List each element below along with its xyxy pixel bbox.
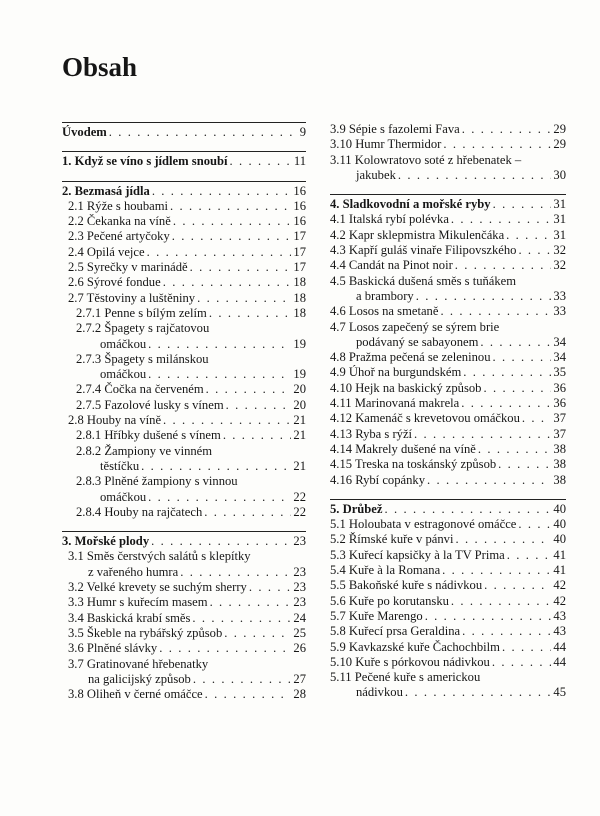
toc-entry[interactable] (330, 122, 566, 137)
toc-entry-title: 5.3 Kuřecí kapsičky à la TV Prima (330, 547, 505, 562)
dot-leader (197, 291, 291, 306)
toc-entry-title: 2.1 Rýže s houbami (68, 198, 169, 213)
dot-leader (163, 275, 292, 290)
toc-page-number: 44 (553, 654, 566, 669)
dot-leader (205, 687, 292, 702)
toc-entry-title: 4.5 Baskická dušená směs s tuňákem (330, 273, 517, 288)
dot-leader (384, 502, 551, 517)
toc-entry[interactable] (62, 474, 306, 489)
dot-leader (480, 335, 551, 350)
toc-entry-title: 3.3 Humr s kuřecím masem (68, 595, 208, 610)
toc-page-number: 23 (293, 580, 306, 595)
toc-page-number: 31 (553, 227, 566, 242)
section-rule (62, 151, 306, 152)
dot-leader (180, 565, 291, 580)
toc-page-number: 25 (293, 625, 306, 640)
dot-leader (209, 306, 292, 321)
toc-page-number: 22 (293, 489, 306, 504)
toc-entry[interactable] (62, 549, 306, 564)
dot-leader (148, 337, 291, 352)
toc-entry[interactable] (330, 168, 566, 183)
toc-page-number: 20 (293, 382, 306, 397)
toc-page-number: 43 (553, 608, 566, 623)
toc-chapter-entry[interactable] (62, 534, 306, 549)
toc-entry-title: 4.11 Marinovaná makrela (330, 396, 460, 411)
toc-entry-title: 5. Drůbež (330, 501, 383, 516)
toc-entry[interactable] (62, 367, 306, 382)
toc-entry-title: jakubek (356, 167, 396, 182)
toc-page-number: 21 (293, 428, 306, 443)
section-gap (62, 170, 306, 181)
dot-leader (518, 243, 551, 258)
toc-entry-title: nádivkou (356, 685, 403, 700)
dot-leader (109, 125, 298, 140)
toc-entry-title: podávaný se sabayonem (356, 334, 479, 349)
toc-entry[interactable] (62, 413, 306, 428)
toc-entry-title: 2.8.2 Žampiony ve vinném (76, 443, 213, 458)
dot-leader (193, 672, 292, 687)
section-rule (330, 194, 566, 195)
section-gap (62, 140, 306, 151)
toc-page-number: 40 (553, 501, 566, 516)
toc-page-number: 30 (553, 167, 566, 182)
toc-page-number: 41 (553, 563, 566, 578)
dot-leader (414, 427, 551, 442)
toc-entry[interactable] (330, 624, 566, 639)
toc-page-number: 18 (293, 290, 306, 305)
dot-leader (455, 258, 552, 273)
dot-leader (151, 534, 291, 549)
toc-entry[interactable] (330, 153, 566, 168)
toc-entry[interactable] (62, 626, 306, 641)
toc-entry-title: 3.6 Plněné slávky (68, 641, 158, 656)
toc-entry-title: 5.1 Holoubata v estragonové omáčce (330, 517, 517, 532)
dot-leader (405, 685, 552, 700)
toc-entry[interactable] (330, 381, 566, 396)
dot-leader (147, 245, 292, 260)
toc-page-number: 42 (553, 593, 566, 608)
dot-leader (230, 154, 292, 169)
toc-page-number: 19 (293, 336, 306, 351)
toc-page-number: 31 (553, 197, 566, 212)
toc-entry-title: 4.16 Rybí copánky (330, 472, 425, 487)
toc-entry[interactable] (330, 320, 566, 335)
dot-leader (190, 260, 292, 275)
dot-leader (478, 442, 552, 457)
toc-entry-title: 3.4 Baskická krabí směs (68, 610, 191, 625)
toc-entry[interactable] (62, 291, 306, 306)
dot-leader (192, 611, 291, 626)
toc-entry-title: 5.2 Římské kuře v pánvi (330, 532, 454, 547)
dot-leader (455, 532, 551, 547)
toc-page-number: 38 (553, 457, 566, 472)
dot-leader (451, 212, 551, 227)
toc-entry-title: 3.1 Směs čerstvých salátů s klepítky (68, 549, 251, 564)
section-gap (330, 183, 566, 194)
toc-entry-title: 2.7.2 Špagety s rajčatovou (76, 321, 210, 336)
toc-entry[interactable] (62, 505, 306, 520)
toc-page-number: 16 (293, 198, 306, 213)
toc-entry[interactable] (330, 670, 566, 685)
toc-entry[interactable] (330, 243, 566, 258)
toc-entry-title: Úvodem (62, 125, 107, 139)
toc-page-number: 16 (293, 183, 306, 198)
toc-entry-title: 2.4 Opilá vejce (68, 244, 145, 259)
section-rule (62, 181, 306, 182)
toc-page-number: 24 (293, 610, 306, 625)
toc-chapter-entry[interactable] (330, 197, 566, 212)
toc-entry[interactable] (62, 229, 306, 244)
toc-entry-title: omáčkou (100, 336, 147, 351)
toc-entry-title: 3.8 Oliheň v černé omáčce (68, 687, 203, 702)
dot-leader (152, 184, 292, 199)
toc-entry[interactable] (330, 532, 566, 547)
toc-page-number: 17 (293, 260, 306, 275)
toc-entry-title: 5.9 Kavkazské kuře Čachochbilm (330, 639, 500, 654)
toc-entry-title: 3.5 Škeble na rybářský způsob (68, 625, 223, 640)
toc-entry-title: 2.8.3 Plněné žampiony s vinnou (76, 474, 238, 489)
toc-entry-title: 3.7 Gratinované hřebenatky (68, 656, 209, 671)
toc-page-number: 36 (553, 396, 566, 411)
toc-entry-title: 4.12 Kamenáč s krevetovou omáčkou (330, 411, 520, 426)
dot-leader (461, 396, 551, 411)
section-gap (330, 488, 566, 499)
toc-entry-title: 4.9 Úhoř na burgundském (330, 365, 462, 380)
toc-entry[interactable] (62, 428, 306, 443)
dot-leader (492, 655, 552, 670)
dot-leader (440, 304, 551, 319)
toc-page-number: 28 (293, 687, 306, 702)
toc-entry[interactable] (330, 350, 566, 365)
dot-leader (522, 411, 552, 426)
dot-leader (226, 398, 292, 413)
toc-entry-title: 4.6 Losos na smetaně (330, 304, 439, 319)
toc-chapter-entry[interactable] (62, 184, 306, 199)
toc-entry[interactable] (330, 137, 566, 152)
toc-page-number: 23 (293, 595, 306, 610)
toc-entry[interactable] (62, 321, 306, 336)
dot-leader (483, 381, 551, 396)
toc-entry-title: omáčkou (100, 367, 147, 382)
toc-entry[interactable] (62, 245, 306, 260)
toc-entry-title: 3. Mořské plody (62, 534, 150, 549)
toc-entry[interactable] (330, 365, 566, 380)
toc-entry-title: 3.2 Velké krevety se suchým sherry (68, 580, 247, 595)
toc-entry[interactable] (62, 611, 306, 626)
dot-leader (148, 367, 291, 382)
toc-entry-title: 2.7.5 Fazolové lusky s vínem (76, 397, 224, 412)
toc-entry-title: 5.8 Kuřecí prsa Geraldina (330, 624, 461, 639)
toc-entry-title: 2.7.3 Špagety s milánskou (76, 351, 209, 366)
toc-entry[interactable] (330, 228, 566, 243)
toc-entry-title: 2.8.4 Houby na rajčatech (76, 504, 203, 519)
toc-entry-title: 2.5 Syrečky v marinádě (68, 260, 188, 275)
toc-entry-title: 4.13 Ryba s rýží (330, 426, 413, 441)
toc-page-number: 33 (553, 288, 566, 303)
toc-page-number: 40 (553, 517, 566, 532)
toc-page-number: 34 (553, 334, 566, 349)
toc-entry-title: 2.8.1 Hříbky dušené s vínem (76, 428, 221, 443)
dot-leader (223, 428, 292, 443)
toc-entry-title: a brambory (356, 288, 414, 303)
toc-entry[interactable] (62, 199, 306, 214)
toc-entry-title: z vařeného humra (88, 564, 179, 579)
toc-entry-title: 3.11 Kolowratovo soté z hřebenatek – (330, 152, 522, 167)
toc-entry-title: 3.9 Sépie s fazolemi Fava (330, 122, 460, 136)
dot-leader (462, 122, 552, 137)
dot-leader (502, 640, 551, 655)
section-rule (62, 122, 306, 123)
dot-leader (173, 214, 292, 229)
toc-entry-title: 4. Sladkovodní a mořské ryby (330, 197, 491, 212)
dot-leader (206, 382, 292, 397)
toc-entry-title: 2.7.4 Čočka na červeném (76, 382, 204, 397)
toc-entry-title: 2. Bezmasá jídla (62, 183, 150, 198)
toc-entry[interactable] (330, 335, 566, 350)
toc-entry-title: 5.5 Bakoňské kuře s nádivkou (330, 578, 483, 593)
dot-leader (416, 289, 552, 304)
page-title: Obsah (62, 52, 138, 82)
toc-entry[interactable] (330, 594, 566, 609)
toc-entry[interactable] (62, 672, 306, 687)
toc-entry-title: 4.14 Makrely dušené na víně (330, 441, 476, 456)
toc-entry-title: 2.6 Sýrové fondue (68, 275, 161, 290)
toc-page-number: 22 (293, 504, 306, 519)
toc-page-number: 21 (293, 458, 306, 473)
toc-page-number: 32 (553, 258, 566, 273)
toc-entry-title: 1. Když se víno s jídlem snoubí (62, 154, 228, 169)
toc-page-number: 42 (553, 578, 566, 593)
toc-entry[interactable] (62, 352, 306, 367)
toc-page-number: 17 (293, 229, 306, 244)
toc-entry-title: 4.15 Treska na toskánský způsob (330, 457, 497, 472)
toc-entry-title: na galicijský způsob (88, 671, 191, 686)
dot-leader (442, 563, 551, 578)
dot-leader (172, 229, 292, 244)
dot-leader (210, 595, 292, 610)
dot-leader (443, 137, 551, 152)
toc-entry-title: 2.7 Těstoviny a luštěniny (68, 290, 196, 305)
toc-page-number: 9 (299, 125, 306, 139)
toc-entry[interactable] (330, 442, 566, 457)
dot-leader (224, 626, 291, 641)
toc-entry[interactable] (330, 640, 566, 655)
toc-entry[interactable] (62, 657, 306, 672)
toc-page-number: 34 (553, 350, 566, 365)
toc-entry[interactable] (330, 396, 566, 411)
toc-entry-title: 5.10 Kuře s pórkovou nádivkou (330, 654, 490, 669)
toc-entry[interactable] (62, 214, 306, 229)
dot-leader (506, 228, 551, 243)
toc-page-number: 32 (553, 243, 566, 258)
toc-entry[interactable] (62, 580, 306, 595)
dot-leader (484, 578, 551, 593)
dot-leader (451, 594, 551, 609)
toc-entry-title: 4.7 Losos zapečený se sýrem brie (330, 319, 500, 334)
toc-page-number: 18 (293, 305, 306, 320)
dot-leader (507, 548, 552, 563)
section-rule (62, 531, 306, 532)
toc-entry-title: 4.10 Hejk na baskický způsob (330, 380, 482, 395)
toc-page-number: 37 (553, 411, 566, 426)
dot-leader (249, 580, 292, 595)
toc-page-number: 44 (553, 639, 566, 654)
toc-page-number: 38 (553, 441, 566, 456)
dot-leader (398, 168, 552, 183)
toc-page-number: 43 (553, 624, 566, 639)
toc-entry[interactable] (62, 595, 306, 610)
toc-column-right (330, 122, 566, 701)
toc-page-number: 45 (553, 685, 566, 700)
dot-leader (427, 473, 551, 488)
toc-page-number: 21 (293, 413, 306, 428)
section-rule (330, 499, 566, 500)
toc-entry[interactable] (62, 306, 306, 321)
toc-entry-title: 5.7 Kuře Marengo (330, 608, 423, 623)
toc-page-number: 18 (293, 275, 306, 290)
toc-entry-title: 2.8 Houby na víně (68, 413, 162, 428)
toc-entry[interactable] (62, 641, 306, 656)
toc-entry[interactable] (62, 565, 306, 580)
toc-entry-title: 4.2 Kapr sklepmistra Mikulenčáka (330, 227, 505, 242)
toc-page-number: 23 (293, 534, 306, 549)
toc-page-number: 37 (553, 426, 566, 441)
toc-entry[interactable] (62, 337, 306, 352)
dot-leader (159, 641, 291, 656)
toc-entry[interactable] (62, 459, 306, 474)
toc-entry[interactable] (330, 578, 566, 593)
toc-entry[interactable] (330, 457, 566, 472)
dot-leader (463, 365, 551, 380)
toc-entry[interactable] (330, 289, 566, 304)
toc-entry[interactable] (330, 304, 566, 319)
toc-column-left (62, 122, 306, 702)
dot-leader (462, 624, 551, 639)
toc-entry-title: 3.10 Humr Thermidor (330, 137, 442, 152)
toc-chapter-entry[interactable] (62, 125, 306, 140)
toc-entry[interactable] (330, 274, 566, 289)
toc-entry[interactable] (330, 548, 566, 563)
toc-page-number: 35 (553, 365, 566, 380)
toc-page-number: 16 (293, 214, 306, 229)
toc-entry-title: 4.8 Pražma pečená se zeleninou (330, 350, 491, 365)
toc-page-number: 17 (293, 244, 306, 259)
toc-entry[interactable] (330, 473, 566, 488)
toc-entry[interactable] (330, 427, 566, 442)
toc-page-number: 11 (293, 154, 306, 169)
toc-page-number: 31 (553, 212, 566, 227)
toc-entry[interactable] (62, 382, 306, 397)
toc-entry[interactable] (330, 517, 566, 532)
dot-leader (518, 517, 551, 532)
dot-leader (498, 457, 551, 472)
toc-page-number: 29 (553, 137, 566, 152)
toc-entry[interactable] (62, 275, 306, 290)
toc-entry[interactable] (330, 655, 566, 670)
toc-entry-title: těstíčku (100, 458, 140, 473)
toc-entry[interactable] (330, 212, 566, 227)
dot-leader (170, 199, 291, 214)
toc-page-number: 38 (553, 472, 566, 487)
toc-entry-title: 2.2 Čekanka na víně (68, 214, 171, 229)
toc-page-number: 33 (553, 304, 566, 319)
toc-page-number: 19 (293, 367, 306, 382)
toc-chapter-entry[interactable] (330, 502, 566, 517)
toc-entry[interactable] (62, 687, 306, 702)
dot-leader (493, 197, 552, 212)
dot-leader (204, 505, 291, 520)
dot-leader (141, 459, 291, 474)
toc-entry[interactable] (330, 685, 566, 700)
dot-leader (425, 609, 552, 624)
toc-page-number: 27 (293, 671, 306, 686)
dot-leader (148, 490, 291, 505)
toc-page-number: 20 (293, 397, 306, 412)
section-gap (62, 520, 306, 531)
toc-entry-title: 4.1 Italská rybí polévka (330, 212, 449, 227)
dot-leader (493, 350, 552, 365)
dot-leader (163, 413, 291, 428)
toc-entry-title: 5.6 Kuře po korutansku (330, 593, 449, 608)
toc-page-number: 40 (553, 532, 566, 547)
toc-chapter-entry[interactable] (62, 154, 306, 169)
toc-entry-title: omáčkou (100, 489, 147, 504)
toc-entry[interactable] (330, 258, 566, 273)
toc-entry[interactable] (62, 490, 306, 505)
toc-page-number: 36 (553, 380, 566, 395)
toc-entry[interactable] (330, 609, 566, 624)
toc-entry-title: 5.4 Kuře à la Romana (330, 563, 441, 578)
toc-entry[interactable] (62, 398, 306, 413)
toc-entry-title: 5.11 Pečené kuře s americkou (330, 670, 481, 685)
toc-entry-title: 2.3 Pečené artyčoky (68, 229, 170, 244)
toc-page-number: 26 (293, 641, 306, 656)
toc-entry-title: 4.3 Kapří guláš vinaře Filipovszkého (330, 243, 517, 258)
toc-entry[interactable] (330, 563, 566, 578)
toc-entry-title: 2.7.1 Penne s bílým zelím (76, 305, 207, 320)
toc-page-number: 41 (553, 547, 566, 562)
toc-page-number: 29 (553, 122, 566, 136)
toc-page-number: 23 (293, 564, 306, 579)
toc-entry-title: 4.4 Candát na Pinot noir (330, 258, 453, 273)
toc-entry[interactable] (62, 444, 306, 459)
toc-entry[interactable] (330, 411, 566, 426)
toc-entry[interactable] (62, 260, 306, 275)
